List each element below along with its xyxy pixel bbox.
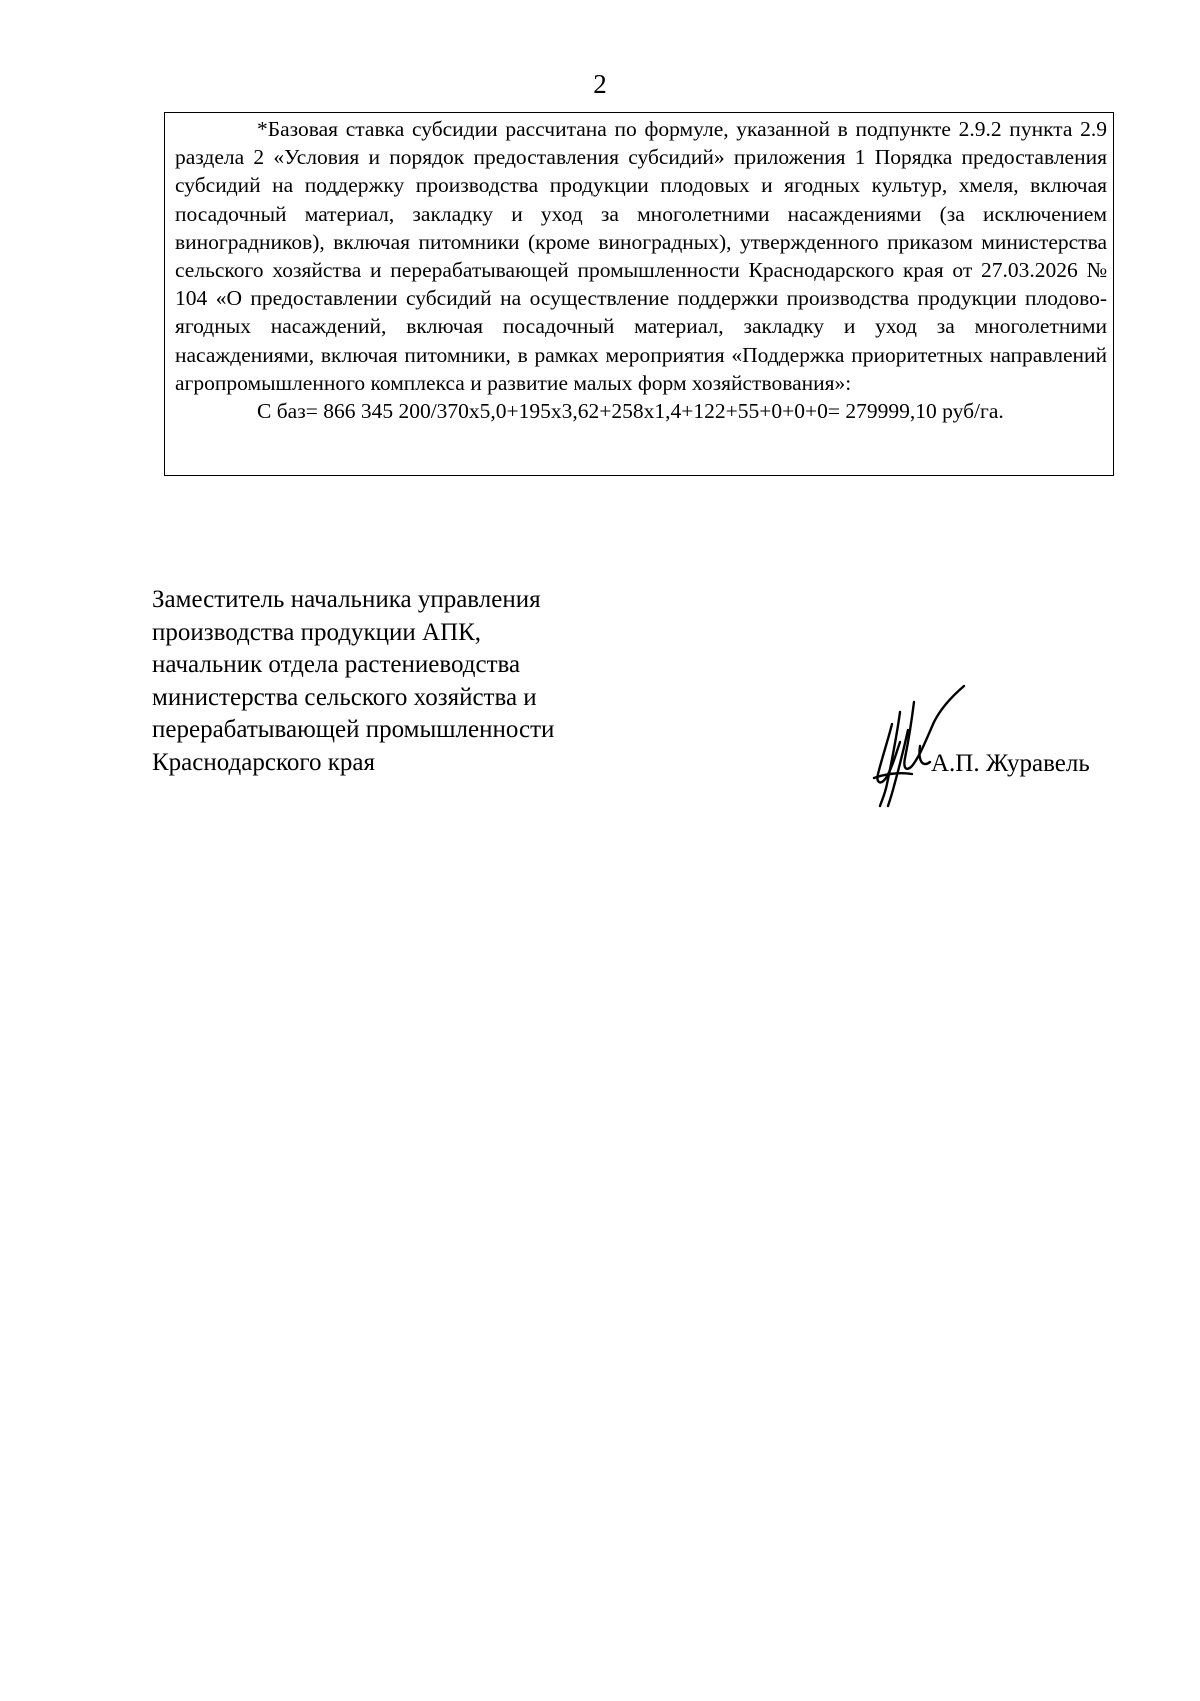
position-title-line: начальник отдела растениеводства — [152, 651, 521, 679]
subsidy-formula: С баз= 866 345 200/370х5,0+195х3,62+258х1,4+122+55+0+0+0= 279999,10 руб/га. — [257, 399, 1004, 424]
footnote-text: *Базовая ставка субсидии рассчитана по формуле, указанной в подпункте 2.9.2 пункта 2.9 раздела 2 «Условия и порядок предоставления субсидий» приложения 1 Порядка предоставления субсидий на поддержку производства продукции плодовых и ягодных культур, хмеля, включая посадочный материал, закладку и уход за многолетними насаждениями (за исключением виноградников), включая питомники (кроме виноградных), утвержденного приказом министерства сельского хозяйства и перерабатывающей промышленности Краснодарского края от 27.03.2026 № 104 «О предоставлении субсидий на осуществление поддержки производства продукции плодово-ягодных насаждений, включая посадочный материал, закладку и уход за многолетними насаждениями, включая питомники, в рамках мероприятия «Поддержка приоритетных направлений агропромышленного комплекса и развитие малых форм хозяйствования»: — [175, 117, 1107, 395]
position-title-line: министерства сельского хозяйства и — [152, 683, 537, 711]
handwritten-signature — [860, 682, 990, 812]
footnote-box — [164, 112, 1114, 476]
signature-block — [152, 584, 554, 780]
position-title-line: Заместитель начальника управления — [152, 586, 541, 613]
position-title-line: производства продукции АПК, — [152, 618, 482, 646]
position-title-line: Краснодарского края — [152, 748, 375, 776]
page-number: 2 — [593, 69, 607, 99]
signer-name: А.П. Журавель — [931, 750, 1090, 777]
position-title-line: перерабатывающей промышленности — [152, 716, 555, 744]
